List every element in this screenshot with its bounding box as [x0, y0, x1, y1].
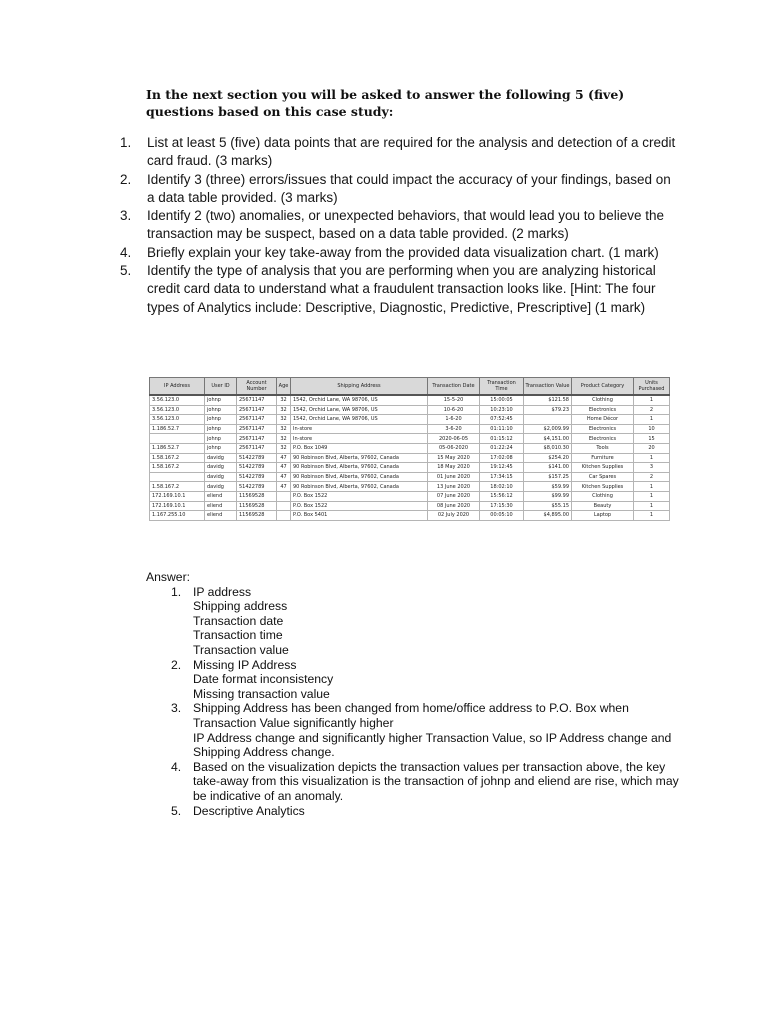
table-cell: 1 [634, 491, 670, 501]
answer-title: Answer: [146, 570, 191, 584]
table-cell: davidg [205, 482, 237, 492]
table-cell: 2 [634, 405, 670, 415]
table-cell: 2 [634, 472, 670, 482]
table-cell: Kitchen Supplies [572, 482, 634, 492]
table-cell: 51422789 [237, 472, 277, 482]
table-cell: 172.169.10.1 [150, 501, 205, 511]
answer-line: Date format inconsistency [193, 672, 334, 687]
table-row [150, 472, 670, 482]
column-header: Age [277, 378, 291, 396]
table-cell [524, 415, 572, 425]
table-row [150, 463, 670, 473]
table-cell: davidg [205, 472, 237, 482]
column-header: Transaction Value [524, 378, 572, 396]
question-text: Briefly explain your key take-away from the provided data visualization chart. (1 mark) [147, 244, 659, 260]
table-cell: 1 [634, 415, 670, 425]
table-cell: Car Spares [572, 472, 634, 482]
table-cell: eliend [205, 491, 237, 501]
question-item [120, 207, 680, 244]
question-number: 2. [120, 171, 132, 187]
table-cell: 47 [277, 463, 291, 473]
table-header-row [150, 378, 670, 396]
table-cell: P.O. Box 1522 [291, 491, 428, 501]
table-cell: Beauty [572, 501, 634, 511]
table-cell: $2,009.99 [524, 424, 572, 434]
answer-number: 2. [171, 657, 182, 672]
table-cell: 11569528 [237, 511, 277, 521]
table-cell: johnp [205, 415, 237, 425]
answer-item [146, 585, 686, 658]
table-cell: 90 Robinson Blvd, Alberta, 97602, Canada [291, 463, 428, 473]
question-text: Identify 3 (three) errors/issues that could impact the accuracy of your findings, based on a data table provided. (3 marks) [147, 171, 671, 205]
table-cell: 32 [277, 395, 291, 405]
question-number: 5. [120, 263, 132, 279]
table-cell: 1.186.52.7 [150, 443, 205, 453]
table-cell: 3 [634, 463, 670, 473]
answer-line: Shipping address [193, 599, 288, 614]
question-item [120, 134, 680, 171]
table-cell: eliend [205, 511, 237, 521]
table-cell: 05-06-2020 [428, 443, 480, 453]
table-cell: 17:34:15 [480, 472, 524, 482]
answer-line: Transaction date [193, 613, 284, 628]
answer-line: Based on the visualization depicts the transaction values per transaction above, the key take-away from this visualization is the transaction of johnp and eliend are rise, which may be indicative of an anomaly. [193, 759, 679, 803]
table-cell [277, 501, 291, 511]
table-cell: 3-6-20 [428, 424, 480, 434]
table-cell: 25671147 [237, 405, 277, 415]
table-row [150, 491, 670, 501]
question-text: List at least 5 (five) data points that are required for the analysis and detection of a credit card fraud. (3 marks) [147, 135, 676, 169]
table-cell: 08 June 2020 [428, 501, 480, 511]
table-cell: 10 [634, 424, 670, 434]
question-item [120, 244, 680, 262]
table-cell: 02 July 2020 [428, 511, 480, 521]
table-row [150, 395, 670, 405]
column-header: IP Address [150, 378, 205, 396]
table-cell: 32 [277, 424, 291, 434]
table-cell: Furniture [572, 453, 634, 463]
table-cell: 3.56.123.0 [150, 395, 205, 405]
table-cell: $59.99 [524, 482, 572, 492]
answer-item [146, 760, 686, 804]
table-row [150, 434, 670, 444]
table-cell: davidg [205, 463, 237, 473]
transaction-table-image [149, 377, 669, 543]
table-cell: 51422789 [237, 463, 277, 473]
table-row [150, 424, 670, 434]
answer-number: 4. [171, 759, 182, 774]
table-row [150, 405, 670, 415]
table-cell: 90 Robinson Blvd, Alberta, 97602, Canada [291, 453, 428, 463]
table-cell [277, 491, 291, 501]
table-cell: 00:05:10 [480, 511, 524, 521]
table-cell: 32 [277, 405, 291, 415]
table-cell: 1.167.255.10 [150, 511, 205, 521]
table-cell: johnp [205, 424, 237, 434]
table-cell: 15:56:12 [480, 491, 524, 501]
answer-line: Transaction time [193, 628, 283, 643]
table-cell: 32 [277, 443, 291, 453]
question-number: 1. [120, 135, 132, 150]
question-text: Identify 2 (two) anomalies, or unexpected behaviors, that would lead you to believe the transaction may be suspect, based on a data table provided. (2 marks) [147, 208, 665, 242]
answer-number: 1. [171, 584, 182, 599]
table-cell: 10-6-20 [428, 405, 480, 415]
table-cell: johnp [205, 434, 237, 444]
table-cell [277, 511, 291, 521]
table-cell: P.O. Box 5401 [291, 511, 428, 521]
table-cell: 1542, Orchid Lane, WA 98706, US [291, 395, 428, 405]
answer-item [146, 701, 686, 759]
table-cell: 51422789 [237, 453, 277, 463]
table-cell: 1 [634, 501, 670, 511]
table-cell: $4,895.00 [524, 511, 572, 521]
table-cell: Clothing [572, 491, 634, 501]
table-cell: Electronics [572, 424, 634, 434]
table-cell: 17:15:30 [480, 501, 524, 511]
intro-heading: In the next section you will be asked to answer the following 5 (five) questions based on this case study: [146, 87, 625, 119]
table-cell: $8,010.30 [524, 443, 572, 453]
answer-line: Shipping Address has been changed from home/office address to P.O. Box when Transaction Value significantly higher [193, 701, 629, 730]
table-cell: 07:52:45 [480, 415, 524, 425]
table-cell: 01 June 2020 [428, 472, 480, 482]
table-cell: 32 [277, 415, 291, 425]
table-cell: 18 May 2020 [428, 463, 480, 473]
answer-number: 3. [171, 701, 182, 716]
table-cell: 3.56.123.0 [150, 405, 205, 415]
table-cell: 25671147 [237, 424, 277, 434]
table-cell: $99.99 [524, 491, 572, 501]
table-row [150, 453, 670, 463]
table-cell: 2020-06-05 [428, 434, 480, 444]
table-cell: 11569528 [237, 501, 277, 511]
table-cell: 1 [634, 395, 670, 405]
table-cell: 10:23:10 [480, 405, 524, 415]
table-cell: 11569528 [237, 491, 277, 501]
question-number: 4. [120, 244, 132, 260]
table-cell: 90 Robinson Blvd, Alberta, 97602, Canada [291, 482, 428, 492]
table-cell: 25671147 [237, 395, 277, 405]
answer-section [146, 570, 686, 818]
answer-line: Descriptive Analytics [193, 803, 305, 818]
answer-line: IP Address change and significantly higher Transaction Value, so IP Address change and Shipping Address change. [193, 730, 672, 760]
table-cell: $79.23 [524, 405, 572, 415]
table-cell: $141.00 [524, 463, 572, 473]
table-cell: In-store [291, 434, 428, 444]
column-header: Units Purchased [634, 378, 670, 396]
table-cell [150, 472, 205, 482]
table-cell: 32 [277, 434, 291, 444]
column-header: Transaction Time [480, 378, 524, 396]
table-cell: 90 Robinson Blvd, Alberta, 97602, Canada [291, 472, 428, 482]
table-cell: eliend [205, 501, 237, 511]
table-cell: 01:22:24 [480, 443, 524, 453]
table-cell: 3.56.123.0 [150, 415, 205, 425]
table-cell: $4,151.00 [524, 434, 572, 444]
table-cell: 01:11:10 [480, 424, 524, 434]
transaction-table [149, 377, 670, 521]
table-cell: 25671147 [237, 434, 277, 444]
table-cell: Home Décor [572, 415, 634, 425]
table-cell: $157.25 [524, 472, 572, 482]
answer-item [146, 804, 686, 819]
answer-item [146, 658, 686, 702]
table-cell: Tools [572, 443, 634, 453]
answer-line: Transaction value [193, 642, 289, 657]
table-cell: Clothing [572, 395, 634, 405]
table-cell: 20 [634, 443, 670, 453]
table-cell: 15 May 2020 [428, 453, 480, 463]
table-cell: 1.58.167.2 [150, 463, 205, 473]
table-cell: 01:15:12 [480, 434, 524, 444]
table-cell: 1 [634, 482, 670, 492]
answer-number: 5. [171, 803, 182, 818]
table-cell: 1.186.52.7 [150, 424, 205, 434]
table-row [150, 415, 670, 425]
table-body [150, 395, 670, 520]
table-cell: 15 [634, 434, 670, 444]
table-row [150, 443, 670, 453]
table-cell: 1542, Orchid Lane, WA 98706, US [291, 405, 428, 415]
table-cell: 1.58.167.2 [150, 482, 205, 492]
table-cell: $121.58 [524, 395, 572, 405]
table-cell: davidg [205, 453, 237, 463]
table-cell: Laptop [572, 511, 634, 521]
column-header: User ID [205, 378, 237, 396]
table-cell: 1.58.167.2 [150, 453, 205, 463]
table-cell: 1542, Orchid Lane, WA 98706, US [291, 415, 428, 425]
answer-line: IP address [193, 584, 252, 599]
table-cell: 47 [277, 472, 291, 482]
table-cell: 17:02:08 [480, 453, 524, 463]
question-text: Identify the type of analysis that you are performing when you are analyzing historical credit card data to understand what a fraudulent transaction looks like. [Hint: The four types of Analytics include: Descriptive, Diagnostic, Predictive, Prescriptive] (1 mark) [147, 263, 656, 315]
table-cell: 47 [277, 482, 291, 492]
table-cell: Electronics [572, 405, 634, 415]
table-cell: 47 [277, 453, 291, 463]
column-header: Account Number [237, 378, 277, 396]
column-header: Product Category [572, 378, 634, 396]
column-header: Shipping Address [291, 378, 428, 396]
question-item [120, 171, 680, 208]
table-cell [150, 434, 205, 444]
table-cell: $254.20 [524, 453, 572, 463]
table-cell: Kitchen Supplies [572, 463, 634, 473]
table-cell: 1 [634, 453, 670, 463]
answer-list [146, 585, 686, 819]
table-cell: 172.169.10.1 [150, 491, 205, 501]
question-list [120, 134, 680, 317]
column-header: Transaction Date [428, 378, 480, 396]
question-item [120, 262, 680, 317]
table-cell: 13 June 2020 [428, 482, 480, 492]
table-cell: 15-5-20 [428, 395, 480, 405]
table-cell: 15:00:05 [480, 395, 524, 405]
table-cell: 25671147 [237, 415, 277, 425]
table-cell: 1 [634, 511, 670, 521]
table-cell: 18:02:10 [480, 482, 524, 492]
table-cell: 19:12:45 [480, 463, 524, 473]
table-row [150, 511, 670, 521]
table-cell: P.O. Box 1049 [291, 443, 428, 453]
question-number: 3. [120, 208, 132, 224]
table-cell: 07 June 2020 [428, 491, 480, 501]
table-cell: 25671147 [237, 443, 277, 453]
table-cell: johnp [205, 405, 237, 415]
table-cell: In-store [291, 424, 428, 434]
table-row [150, 501, 670, 511]
table-cell: Electronics [572, 434, 634, 444]
table-cell: 1-6-20 [428, 415, 480, 425]
answer-line: Missing transaction value [193, 686, 330, 701]
table-header [150, 378, 670, 396]
table-cell: P.O. Box 1522 [291, 501, 428, 511]
table-cell: 51422789 [237, 482, 277, 492]
table-cell: $55.15 [524, 501, 572, 511]
table-row [150, 482, 670, 492]
answer-line: Missing IP Address [193, 657, 297, 672]
table-cell: johnp [205, 443, 237, 453]
table-cell: johnp [205, 395, 237, 405]
